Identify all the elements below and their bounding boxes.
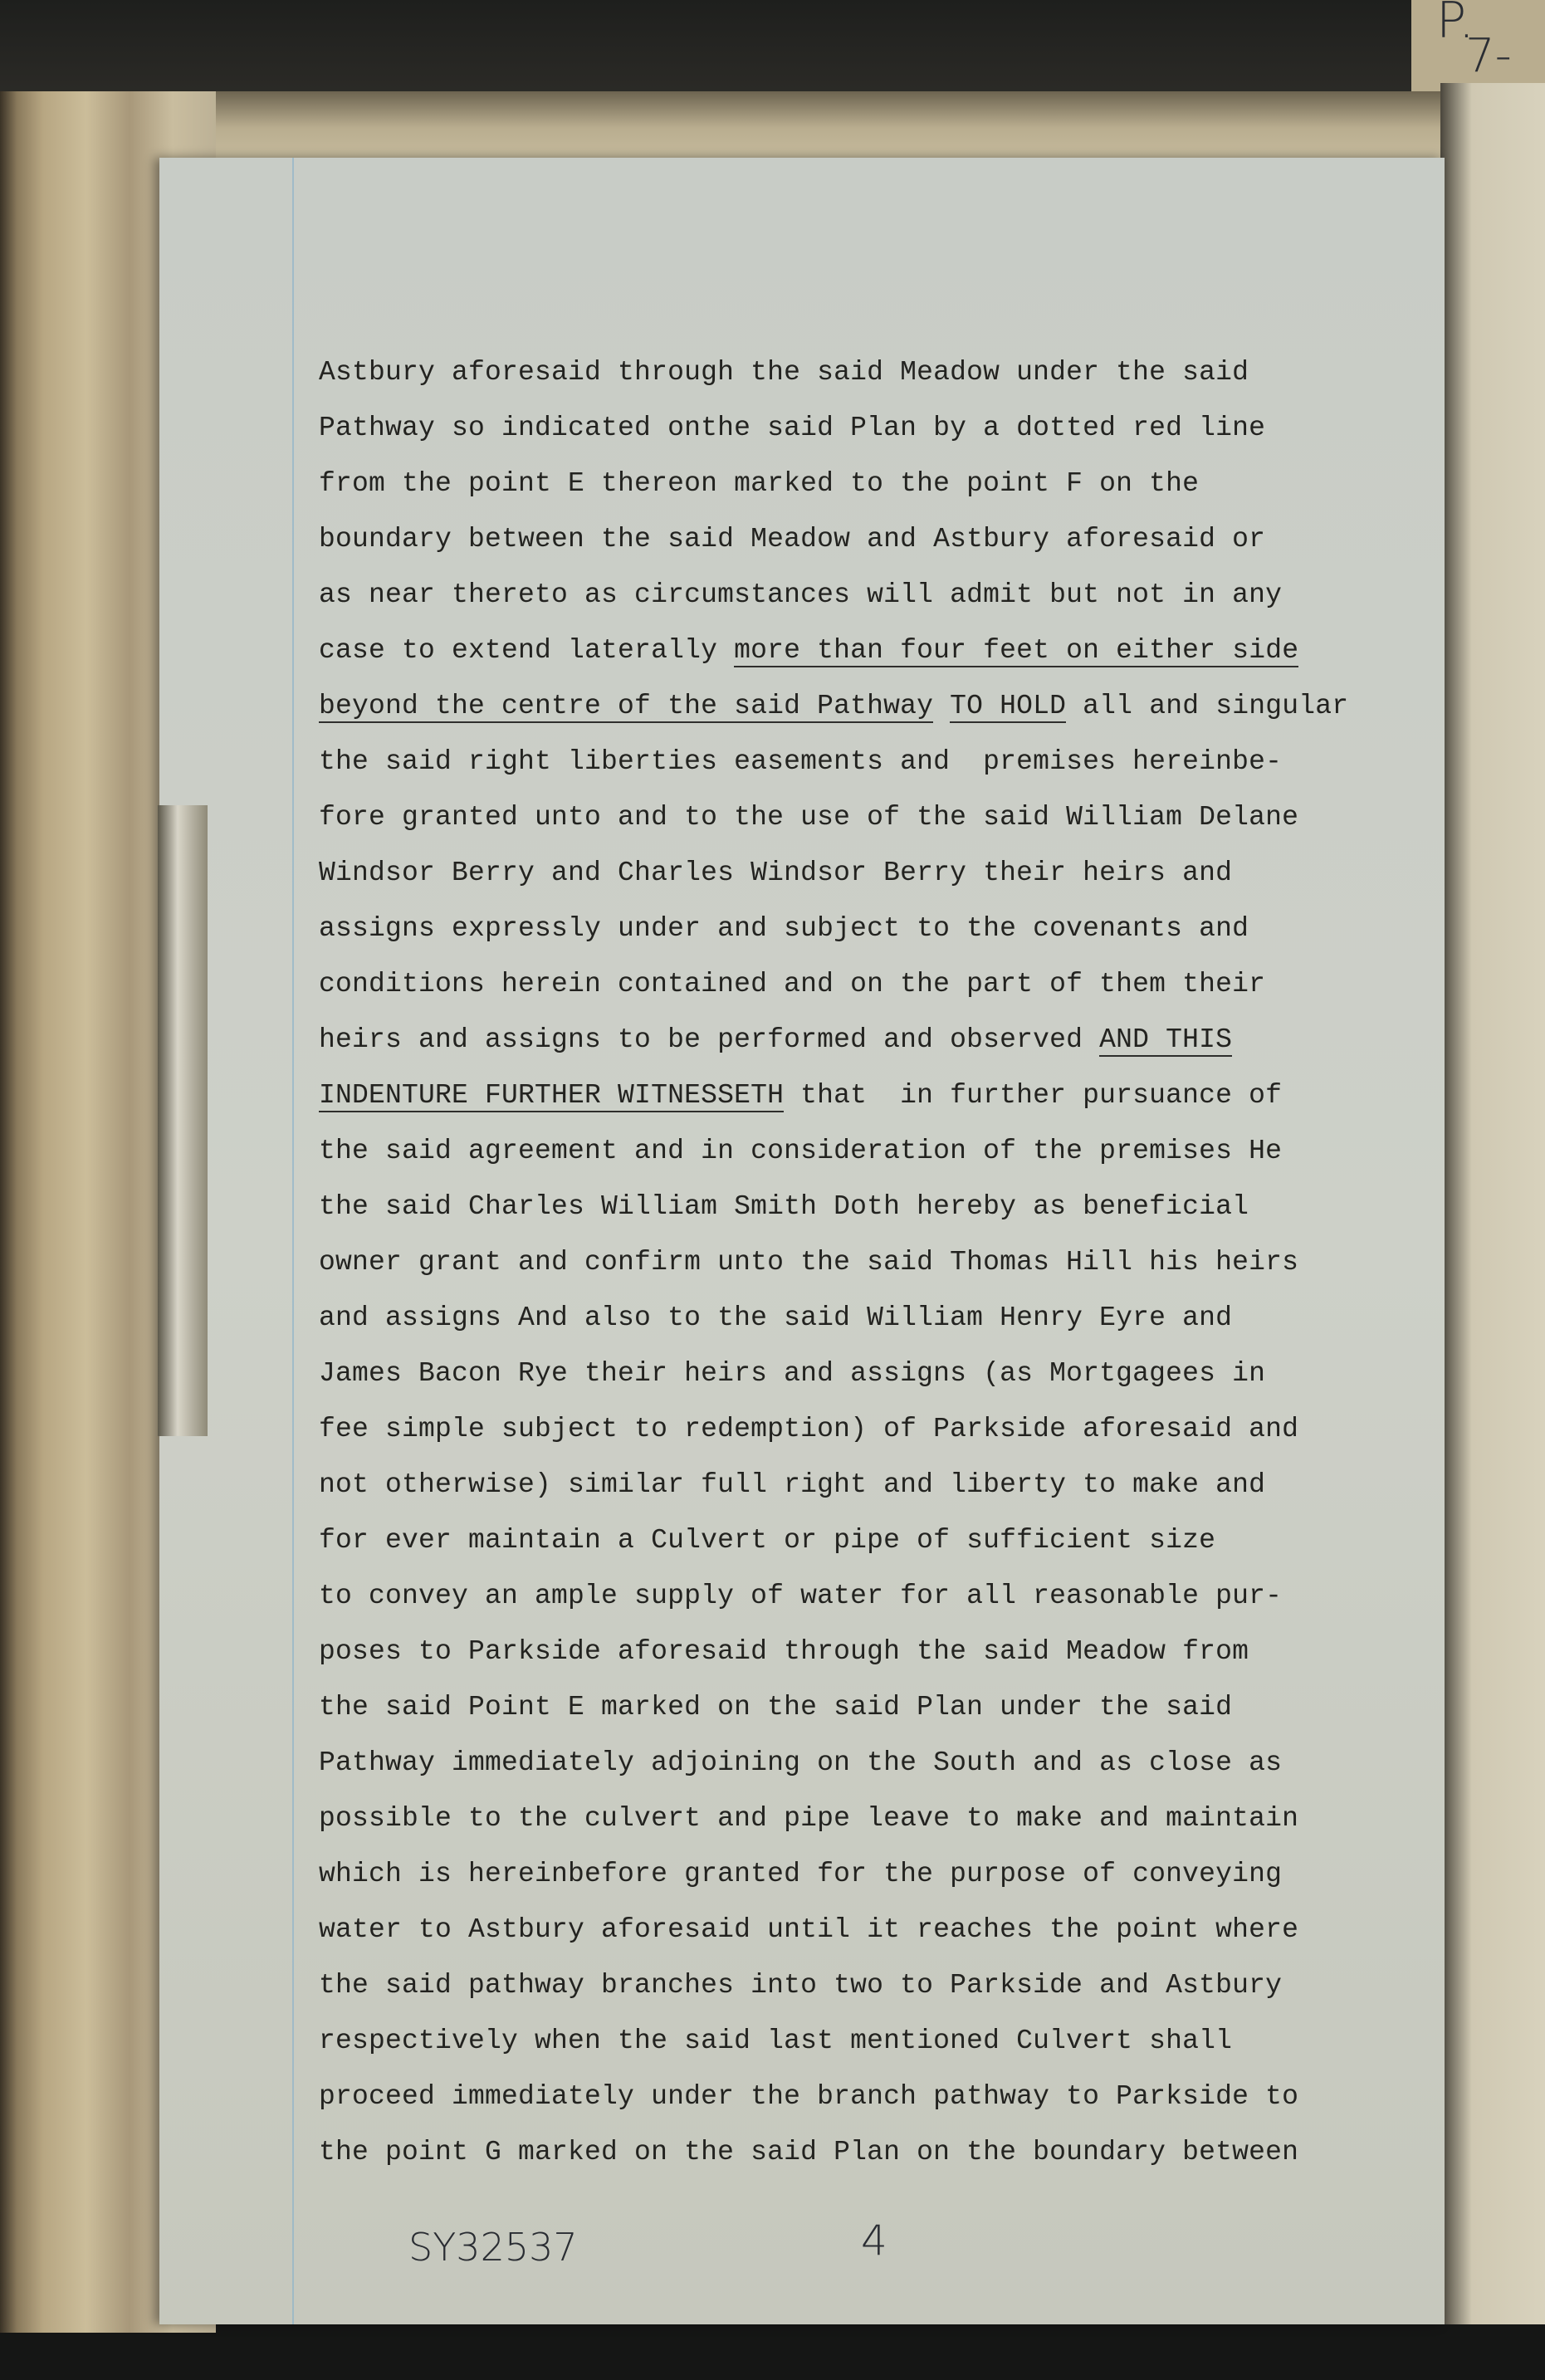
text-segment: the said pathway branches into two to Parkside and Astbury xyxy=(319,1970,1283,2001)
text-segment: not otherwise) similar full right and liberty to make and xyxy=(319,1469,1266,1500)
underlined-text: AND THIS xyxy=(1099,1024,1233,1055)
text-segment: that in further pursuance of xyxy=(784,1080,1283,1111)
text-segment: for ever maintain a Culvert or pipe of sufficient size xyxy=(319,1525,1216,1556)
text-line xyxy=(319,345,1481,400)
text-line xyxy=(319,2124,1481,2180)
text-line xyxy=(319,400,1481,456)
text-segment: Pathway immediately adjoining on the South and as close as xyxy=(319,1747,1283,1778)
corner-note-line1: P. xyxy=(1436,0,1474,50)
text-line xyxy=(319,1179,1481,1234)
text-line xyxy=(319,456,1481,511)
text-line xyxy=(319,845,1481,901)
text-segment: heirs and assigns to be performed and observed xyxy=(319,1024,1100,1055)
text-line xyxy=(319,623,1481,678)
text-segment: respectively when the said last mentioned Culvert shall xyxy=(319,2026,1233,2056)
text-segment: James Bacon Rye their heirs and assigns (as Mortgagees in xyxy=(319,1358,1266,1389)
text-segment: the point G marked on the said Plan on the boundary between xyxy=(319,2137,1299,2167)
text-line xyxy=(319,511,1481,567)
text-segment: Pathway so indicated onthe said Plan by a dotted red line xyxy=(319,413,1266,443)
text-segment: all and singular xyxy=(1066,691,1349,721)
text-line xyxy=(319,1346,1481,1401)
text-line xyxy=(319,1457,1481,1513)
typed-text-body xyxy=(319,345,1481,2180)
archive-reference: SY32537 xyxy=(408,2225,578,2270)
text-line xyxy=(319,1735,1481,1791)
text-segment: to convey an ample supply of water for all reasonable pur- xyxy=(319,1581,1283,1611)
text-line xyxy=(319,1234,1481,1290)
text-segment: which is hereinbefore granted for the purpose of conveying xyxy=(319,1859,1283,1889)
text-line xyxy=(319,678,1481,734)
text-segment: fore granted unto and to the use of the said William Delane xyxy=(319,802,1299,833)
text-segment: fee simple subject to redemption) of Parkside aforesaid and xyxy=(319,1414,1299,1444)
text-line xyxy=(319,1513,1481,1568)
underlined-text: more than four feet on either side xyxy=(734,635,1299,666)
underlined-text: beyond the centre of the said Pathway xyxy=(319,691,934,721)
text-segment: assigns expressly under and subject to the covenants and xyxy=(319,913,1249,944)
text-line xyxy=(319,734,1481,789)
page-number: 4 xyxy=(861,2216,887,2265)
text-line xyxy=(319,1012,1481,1068)
text-segment: the said right liberties easements and premises hereinbe- xyxy=(319,746,1283,777)
text-segment: water to Astbury aforesaid until it reaches the point where xyxy=(319,1914,1299,1945)
text-line xyxy=(319,2069,1481,2124)
text-line xyxy=(319,1846,1481,1902)
text-segment: and assigns And also to the said William Henry Eyre and xyxy=(319,1302,1233,1333)
text-segment: as near thereto as circumstances will admit but not in any xyxy=(319,579,1283,610)
text-line xyxy=(319,1957,1481,2013)
book-cover xyxy=(0,0,1545,100)
underlined-text: INDENTURE FURTHER WITNESSETH xyxy=(319,1080,785,1111)
corner-note-line2: 7- xyxy=(1465,29,1512,83)
text-line xyxy=(319,1679,1481,1735)
text-segment: proceed immediately under the branch pathway to Parkside to xyxy=(319,2081,1299,2112)
text-segment xyxy=(933,691,950,721)
text-segment: boundary between the said Meadow and Astbury aforesaid or xyxy=(319,524,1266,555)
text-segment: the said agreement and in consideration of the premises He xyxy=(319,1136,1283,1166)
text-segment: case to extend laterally xyxy=(319,635,735,666)
text-line xyxy=(319,1290,1481,1346)
text-segment: Astbury aforesaid through the said Meadow under the said xyxy=(319,357,1249,388)
text-segment: Windsor Berry and Charles Windsor Berry their heirs and xyxy=(319,858,1233,888)
text-segment: the said Point E marked on the said Plan under the said xyxy=(319,1692,1233,1723)
text-segment: from the point E thereon marked to the point F on the xyxy=(319,468,1200,499)
binding-strip xyxy=(158,805,208,1436)
text-line xyxy=(319,1902,1481,1957)
text-segment: poses to Parkside aforesaid through the said Meadow from xyxy=(319,1636,1249,1667)
text-line xyxy=(319,789,1481,845)
text-line xyxy=(319,1568,1481,1624)
margin-rule xyxy=(292,158,294,2324)
text-line xyxy=(319,1123,1481,1179)
text-line xyxy=(319,1401,1481,1457)
text-line xyxy=(319,901,1481,956)
text-line xyxy=(319,1068,1481,1123)
document-page xyxy=(159,158,1445,2324)
corner-note xyxy=(1411,0,1545,91)
text-line xyxy=(319,2013,1481,2069)
text-line xyxy=(319,567,1481,623)
text-segment: conditions herein contained and on the part of them their xyxy=(319,969,1266,999)
text-segment: owner grant and confirm unto the said Thomas Hill his heirs xyxy=(319,1247,1299,1278)
text-line xyxy=(319,956,1481,1012)
text-segment: the said Charles William Smith Doth hereby as beneficial xyxy=(319,1191,1249,1222)
text-line xyxy=(319,1624,1481,1679)
text-line xyxy=(319,1791,1481,1846)
underlined-text: TO HOLD xyxy=(950,691,1067,721)
text-segment: possible to the culvert and pipe leave to make and maintain xyxy=(319,1803,1299,1834)
